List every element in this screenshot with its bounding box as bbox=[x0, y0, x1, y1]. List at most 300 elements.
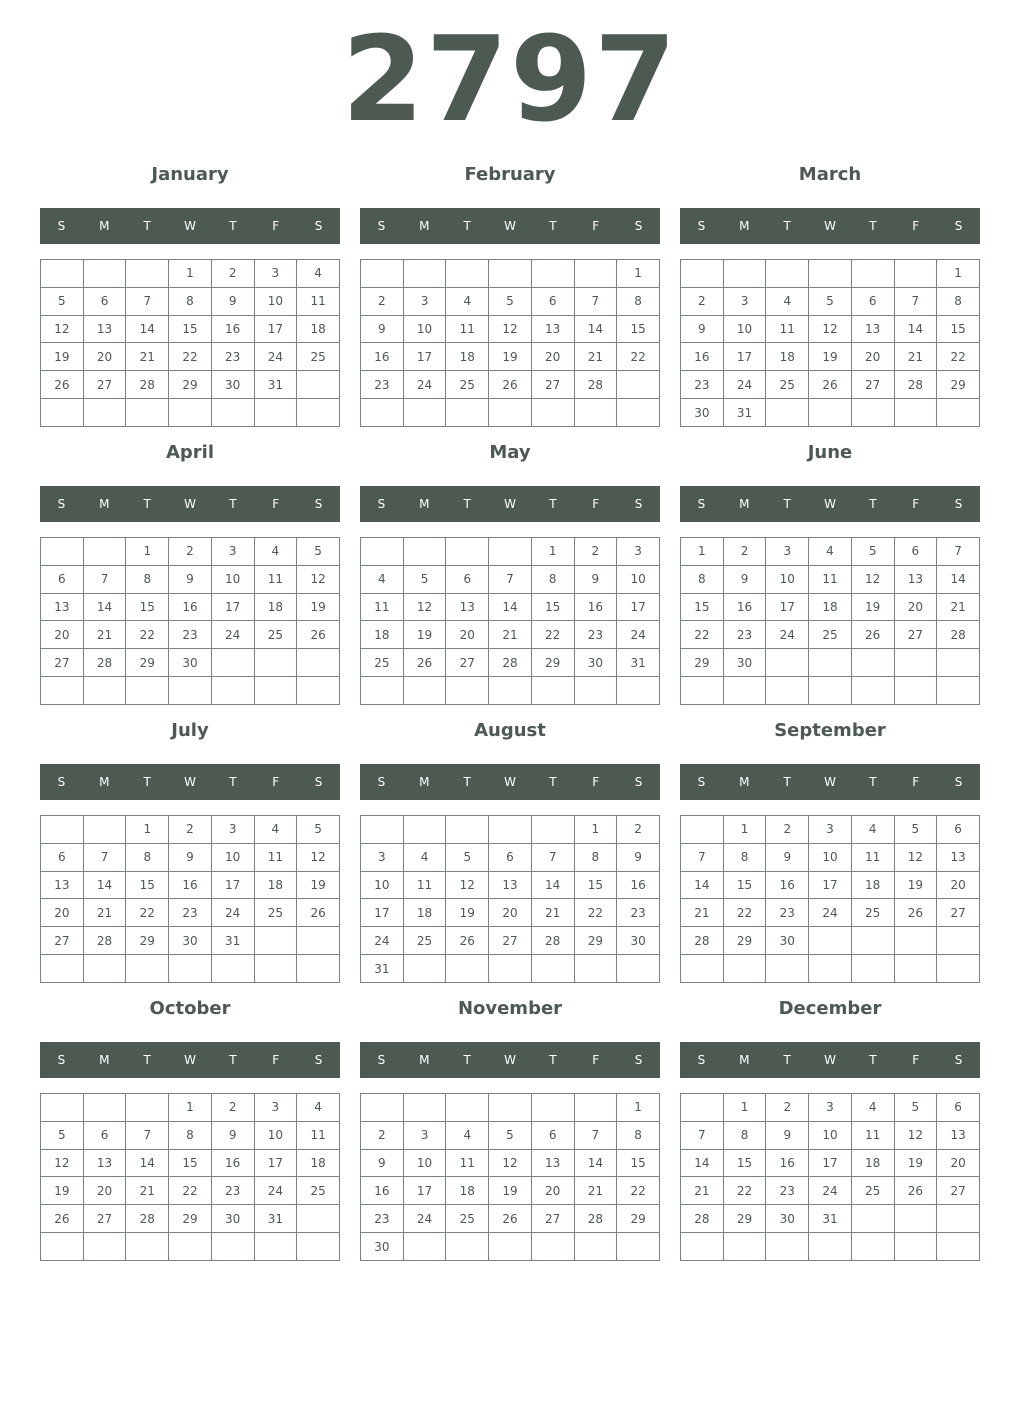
weekday-label: T bbox=[783, 497, 791, 511]
day-cell: 24 bbox=[403, 1205, 446, 1233]
day-cell: 25 bbox=[446, 371, 489, 399]
day-cell: 25 bbox=[297, 1177, 340, 1205]
day-cell bbox=[41, 1233, 84, 1261]
day-cell: 13 bbox=[937, 843, 980, 871]
day-cell: 20 bbox=[446, 621, 489, 649]
day-cell: 30 bbox=[766, 1205, 809, 1233]
week-row bbox=[361, 955, 660, 983]
day-cell: 9 bbox=[211, 1121, 254, 1149]
day-cell: 26 bbox=[297, 899, 340, 927]
day-cell: 28 bbox=[894, 371, 937, 399]
day-cell: 24 bbox=[403, 371, 446, 399]
month-september bbox=[680, 716, 980, 986]
day-cell: 2 bbox=[681, 287, 724, 315]
day-cell bbox=[574, 955, 617, 983]
day-cell: 16 bbox=[211, 315, 254, 343]
day-cell bbox=[894, 260, 937, 288]
month-title: December bbox=[778, 998, 882, 1019]
day-cell: 23 bbox=[766, 1177, 809, 1205]
day-cell: 16 bbox=[169, 593, 212, 621]
day-cell: 10 bbox=[361, 871, 404, 899]
week-row bbox=[41, 315, 340, 343]
day-cell bbox=[489, 955, 532, 983]
day-cell: 8 bbox=[937, 287, 980, 315]
day-cell: 10 bbox=[403, 1149, 446, 1177]
day-cell: 16 bbox=[681, 343, 724, 371]
day-cell: 20 bbox=[83, 1177, 126, 1205]
day-cell bbox=[361, 538, 404, 566]
day-cell: 11 bbox=[403, 871, 446, 899]
weekday-label: S bbox=[634, 219, 643, 233]
day-cell: 13 bbox=[446, 593, 489, 621]
day-cell: 13 bbox=[489, 871, 532, 899]
day-cell: 30 bbox=[361, 1233, 404, 1261]
weekday-label: S bbox=[314, 775, 323, 789]
week-row bbox=[41, 649, 340, 677]
day-cell: 18 bbox=[809, 593, 852, 621]
day-cell: 17 bbox=[617, 593, 660, 621]
day-cell bbox=[531, 260, 574, 288]
day-cell: 29 bbox=[531, 649, 574, 677]
day-cell: 16 bbox=[766, 871, 809, 899]
weekday-label: M bbox=[739, 1053, 750, 1067]
day-cell: 13 bbox=[894, 565, 937, 593]
week-row bbox=[361, 1121, 660, 1149]
day-cell: 1 bbox=[169, 1094, 212, 1122]
weekday-label: W bbox=[184, 775, 196, 789]
day-cell: 26 bbox=[489, 371, 532, 399]
day-cell: 4 bbox=[297, 260, 340, 288]
day-cell: 9 bbox=[211, 287, 254, 315]
day-cell: 15 bbox=[126, 871, 169, 899]
day-cell bbox=[809, 260, 852, 288]
week-row bbox=[41, 621, 340, 649]
month-title: April bbox=[165, 442, 215, 463]
day-cell bbox=[681, 955, 724, 983]
day-cell: 4 bbox=[361, 565, 404, 593]
weekday-label: S bbox=[377, 219, 386, 233]
day-cell: 7 bbox=[489, 565, 532, 593]
day-cell bbox=[617, 399, 660, 427]
week-row bbox=[41, 927, 340, 955]
day-cell: 16 bbox=[361, 343, 404, 371]
day-cell: 25 bbox=[297, 343, 340, 371]
day-cell: 21 bbox=[681, 1177, 724, 1205]
day-cell: 26 bbox=[489, 1205, 532, 1233]
day-cell: 1 bbox=[617, 260, 660, 288]
day-cell bbox=[851, 1233, 894, 1261]
day-cell: 9 bbox=[574, 565, 617, 593]
day-cell: 13 bbox=[937, 1121, 980, 1149]
week-row bbox=[41, 677, 340, 705]
week-row bbox=[681, 816, 980, 844]
day-cell: 18 bbox=[254, 593, 297, 621]
day-cell bbox=[766, 399, 809, 427]
day-cell: 8 bbox=[617, 1121, 660, 1149]
day-cell: 28 bbox=[83, 927, 126, 955]
day-cell bbox=[894, 399, 937, 427]
month-title: November bbox=[457, 998, 563, 1019]
day-cell: 30 bbox=[574, 649, 617, 677]
day-cell bbox=[446, 1094, 489, 1122]
day-cell: 5 bbox=[297, 538, 340, 566]
day-cell: 24 bbox=[361, 927, 404, 955]
day-cell: 26 bbox=[894, 1177, 937, 1205]
day-cell: 15 bbox=[723, 871, 766, 899]
weekday-label: S bbox=[57, 219, 66, 233]
weekday-label: T bbox=[549, 219, 557, 233]
day-cell: 18 bbox=[446, 343, 489, 371]
day-cell: 27 bbox=[937, 899, 980, 927]
day-cell: 16 bbox=[723, 593, 766, 621]
day-cell: 27 bbox=[937, 1177, 980, 1205]
week-row bbox=[41, 593, 340, 621]
day-cell bbox=[531, 955, 574, 983]
day-cell bbox=[723, 1233, 766, 1261]
day-cell: 13 bbox=[531, 1149, 574, 1177]
weekday-header bbox=[40, 208, 340, 244]
day-cell: 17 bbox=[766, 593, 809, 621]
weekday-header bbox=[360, 764, 660, 800]
day-cell bbox=[937, 649, 980, 677]
day-cell: 11 bbox=[254, 565, 297, 593]
week-row bbox=[41, 899, 340, 927]
weekday-label: S bbox=[954, 219, 963, 233]
day-cell: 11 bbox=[446, 1149, 489, 1177]
day-cell: 12 bbox=[297, 565, 340, 593]
day-cell: 5 bbox=[41, 1121, 84, 1149]
day-cell: 21 bbox=[574, 343, 617, 371]
week-row bbox=[361, 260, 660, 288]
day-cell: 2 bbox=[617, 816, 660, 844]
day-cell: 25 bbox=[766, 371, 809, 399]
day-cell: 16 bbox=[211, 1149, 254, 1177]
day-cell: 8 bbox=[169, 1121, 212, 1149]
day-cell: 26 bbox=[851, 621, 894, 649]
day-cell bbox=[681, 816, 724, 844]
day-cell: 1 bbox=[531, 538, 574, 566]
day-cell: 18 bbox=[403, 899, 446, 927]
day-cell: 27 bbox=[489, 927, 532, 955]
day-cell: 9 bbox=[169, 565, 212, 593]
week-row bbox=[681, 371, 980, 399]
weekday-label: W bbox=[824, 219, 836, 233]
day-cell bbox=[361, 1094, 404, 1122]
day-cell: 22 bbox=[617, 343, 660, 371]
day-cell: 1 bbox=[723, 816, 766, 844]
weekday-label: F bbox=[272, 1053, 280, 1067]
day-cell: 10 bbox=[617, 565, 660, 593]
day-cell: 4 bbox=[851, 816, 894, 844]
day-cell: 9 bbox=[617, 843, 660, 871]
day-cell: 17 bbox=[361, 899, 404, 927]
day-cell bbox=[681, 260, 724, 288]
day-cell: 30 bbox=[169, 927, 212, 955]
day-cell: 27 bbox=[531, 371, 574, 399]
day-cell: 3 bbox=[254, 1094, 297, 1122]
week-row bbox=[41, 843, 340, 871]
day-cell: 28 bbox=[531, 927, 574, 955]
day-cell: 8 bbox=[531, 565, 574, 593]
weekday-label: S bbox=[314, 1053, 323, 1067]
day-cell: 17 bbox=[723, 343, 766, 371]
day-cell: 18 bbox=[766, 343, 809, 371]
day-cell: 14 bbox=[126, 1149, 169, 1177]
day-cell: 11 bbox=[361, 593, 404, 621]
week-row bbox=[681, 593, 980, 621]
day-cell: 25 bbox=[403, 927, 446, 955]
day-cell: 30 bbox=[681, 399, 724, 427]
day-cell: 19 bbox=[41, 343, 84, 371]
month-title: February bbox=[464, 164, 556, 185]
day-cell bbox=[211, 649, 254, 677]
day-cell: 6 bbox=[83, 287, 126, 315]
day-cell: 14 bbox=[681, 871, 724, 899]
weekday-label: F bbox=[912, 497, 920, 511]
day-cell: 29 bbox=[169, 371, 212, 399]
week-row bbox=[41, 955, 340, 983]
day-grid bbox=[40, 1093, 340, 1261]
day-cell bbox=[937, 927, 980, 955]
day-cell: 16 bbox=[361, 1177, 404, 1205]
day-cell: 31 bbox=[254, 371, 297, 399]
day-cell: 14 bbox=[83, 871, 126, 899]
day-cell: 3 bbox=[361, 843, 404, 871]
day-cell: 5 bbox=[297, 816, 340, 844]
day-cell: 11 bbox=[809, 565, 852, 593]
weekday-label: S bbox=[57, 775, 66, 789]
day-cell bbox=[254, 677, 297, 705]
day-cell bbox=[937, 1205, 980, 1233]
day-cell: 7 bbox=[83, 843, 126, 871]
weekday-label: F bbox=[592, 497, 600, 511]
weekday-label: T bbox=[143, 775, 151, 789]
weekday-label: S bbox=[954, 1053, 963, 1067]
day-cell: 14 bbox=[894, 315, 937, 343]
day-cell: 8 bbox=[723, 843, 766, 871]
day-cell bbox=[851, 260, 894, 288]
weekday-label: F bbox=[272, 497, 280, 511]
day-cell bbox=[297, 677, 340, 705]
weekday-label: S bbox=[954, 497, 963, 511]
weekday-label: M bbox=[99, 775, 110, 789]
day-cell: 3 bbox=[211, 538, 254, 566]
day-cell bbox=[297, 371, 340, 399]
week-row bbox=[41, 1233, 340, 1261]
weekday-label: W bbox=[504, 775, 516, 789]
week-row bbox=[361, 816, 660, 844]
week-row bbox=[361, 371, 660, 399]
day-cell bbox=[83, 399, 126, 427]
day-cell: 24 bbox=[809, 1177, 852, 1205]
day-cell: 4 bbox=[403, 843, 446, 871]
week-row bbox=[681, 1094, 980, 1122]
week-row bbox=[681, 927, 980, 955]
weekday-label: M bbox=[99, 1053, 110, 1067]
day-cell: 2 bbox=[766, 1094, 809, 1122]
day-cell: 24 bbox=[211, 621, 254, 649]
day-cell: 10 bbox=[211, 843, 254, 871]
day-cell bbox=[41, 399, 84, 427]
day-cell: 14 bbox=[83, 593, 126, 621]
day-cell bbox=[617, 677, 660, 705]
weekday-header bbox=[360, 1042, 660, 1078]
day-cell bbox=[446, 538, 489, 566]
day-grid bbox=[680, 1093, 980, 1261]
day-cell: 29 bbox=[617, 1205, 660, 1233]
day-cell: 23 bbox=[723, 621, 766, 649]
weekday-label: S bbox=[57, 497, 66, 511]
day-cell: 17 bbox=[403, 343, 446, 371]
day-cell bbox=[446, 816, 489, 844]
day-cell: 14 bbox=[531, 871, 574, 899]
weekday-label: T bbox=[229, 219, 237, 233]
day-cell: 21 bbox=[937, 593, 980, 621]
day-cell: 14 bbox=[574, 315, 617, 343]
day-cell bbox=[894, 1205, 937, 1233]
weekday-label: W bbox=[184, 497, 196, 511]
day-cell: 22 bbox=[169, 343, 212, 371]
day-cell bbox=[894, 955, 937, 983]
weekday-label: M bbox=[419, 219, 430, 233]
day-cell: 28 bbox=[937, 621, 980, 649]
day-cell bbox=[361, 816, 404, 844]
day-cell: 20 bbox=[41, 621, 84, 649]
day-cell: 22 bbox=[723, 899, 766, 927]
day-cell: 5 bbox=[894, 1094, 937, 1122]
week-row bbox=[681, 843, 980, 871]
weekday-label: W bbox=[824, 1053, 836, 1067]
day-cell: 19 bbox=[809, 343, 852, 371]
weekday-label: M bbox=[739, 775, 750, 789]
day-cell bbox=[894, 677, 937, 705]
day-cell: 7 bbox=[681, 843, 724, 871]
day-cell bbox=[41, 538, 84, 566]
day-cell: 3 bbox=[617, 538, 660, 566]
day-cell: 31 bbox=[617, 649, 660, 677]
day-cell: 8 bbox=[681, 565, 724, 593]
day-cell: 14 bbox=[489, 593, 532, 621]
day-cell: 26 bbox=[41, 1205, 84, 1233]
day-grid bbox=[40, 537, 340, 705]
day-cell: 2 bbox=[723, 538, 766, 566]
weekday-label: T bbox=[229, 497, 237, 511]
day-cell: 13 bbox=[851, 315, 894, 343]
day-cell: 1 bbox=[574, 816, 617, 844]
day-cell bbox=[809, 677, 852, 705]
day-cell bbox=[723, 677, 766, 705]
day-cell: 22 bbox=[617, 1177, 660, 1205]
day-cell bbox=[489, 399, 532, 427]
day-cell: 13 bbox=[531, 315, 574, 343]
day-cell: 8 bbox=[723, 1121, 766, 1149]
weekday-label: T bbox=[549, 775, 557, 789]
day-cell: 7 bbox=[894, 287, 937, 315]
day-cell: 11 bbox=[851, 843, 894, 871]
day-cell: 12 bbox=[894, 843, 937, 871]
day-cell: 23 bbox=[211, 343, 254, 371]
day-cell: 18 bbox=[297, 315, 340, 343]
week-row bbox=[681, 1205, 980, 1233]
day-cell bbox=[851, 649, 894, 677]
day-cell: 19 bbox=[894, 871, 937, 899]
day-cell: 4 bbox=[766, 287, 809, 315]
day-cell: 20 bbox=[531, 343, 574, 371]
day-cell: 22 bbox=[937, 343, 980, 371]
day-cell bbox=[126, 1233, 169, 1261]
day-cell: 27 bbox=[446, 649, 489, 677]
day-cell bbox=[531, 399, 574, 427]
day-cell: 21 bbox=[83, 621, 126, 649]
day-cell bbox=[41, 1094, 84, 1122]
day-cell: 19 bbox=[489, 343, 532, 371]
week-row bbox=[361, 621, 660, 649]
day-cell bbox=[489, 538, 532, 566]
day-cell: 19 bbox=[489, 1177, 532, 1205]
day-cell: 15 bbox=[126, 593, 169, 621]
day-cell: 19 bbox=[446, 899, 489, 927]
day-cell: 4 bbox=[851, 1094, 894, 1122]
weekday-label: S bbox=[57, 1053, 66, 1067]
day-grid bbox=[680, 815, 980, 983]
day-cell: 9 bbox=[361, 1149, 404, 1177]
day-cell bbox=[766, 260, 809, 288]
day-cell bbox=[531, 677, 574, 705]
day-cell bbox=[83, 677, 126, 705]
weekday-label: S bbox=[314, 497, 323, 511]
day-cell: 28 bbox=[126, 371, 169, 399]
day-cell: 23 bbox=[169, 899, 212, 927]
day-grid bbox=[40, 815, 340, 983]
day-cell: 6 bbox=[851, 287, 894, 315]
day-cell: 13 bbox=[83, 315, 126, 343]
day-cell: 11 bbox=[297, 1121, 340, 1149]
day-cell: 9 bbox=[681, 315, 724, 343]
day-cell bbox=[361, 399, 404, 427]
day-cell: 24 bbox=[617, 621, 660, 649]
day-cell bbox=[681, 1094, 724, 1122]
day-cell: 27 bbox=[83, 371, 126, 399]
weekday-label: T bbox=[463, 497, 471, 511]
weekday-label: T bbox=[869, 219, 877, 233]
day-cell bbox=[126, 399, 169, 427]
day-cell bbox=[851, 927, 894, 955]
day-cell: 10 bbox=[254, 287, 297, 315]
week-row bbox=[681, 287, 980, 315]
weekday-label: T bbox=[143, 497, 151, 511]
day-cell bbox=[126, 677, 169, 705]
week-row bbox=[361, 565, 660, 593]
day-cell: 19 bbox=[403, 621, 446, 649]
month-title: May bbox=[489, 442, 531, 463]
weekday-label: T bbox=[783, 775, 791, 789]
weekday-label: F bbox=[592, 1053, 600, 1067]
weekday-header bbox=[680, 208, 980, 244]
day-cell: 4 bbox=[297, 1094, 340, 1122]
day-cell: 27 bbox=[83, 1205, 126, 1233]
day-cell bbox=[766, 1233, 809, 1261]
day-cell: 12 bbox=[446, 871, 489, 899]
weekday-label: S bbox=[377, 1053, 386, 1067]
weekday-label: W bbox=[184, 219, 196, 233]
week-row bbox=[41, 343, 340, 371]
week-row bbox=[361, 399, 660, 427]
weekday-label: T bbox=[549, 1053, 557, 1067]
day-cell: 2 bbox=[211, 260, 254, 288]
week-row bbox=[681, 343, 980, 371]
week-row bbox=[361, 1094, 660, 1122]
month-march bbox=[680, 160, 980, 430]
